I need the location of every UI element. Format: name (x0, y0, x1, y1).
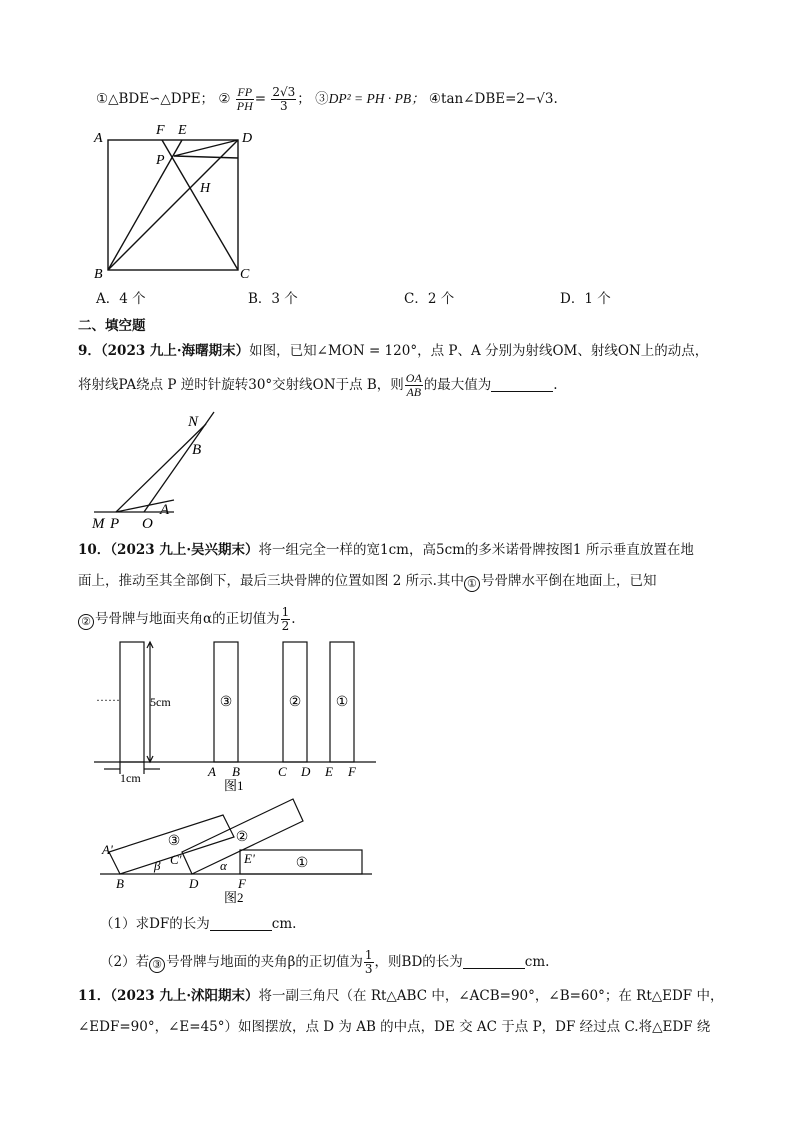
line-pb (116, 424, 206, 512)
q10-line2: 面上，推动至其全部倒下，最后三块骨牌的位置如图 2 所示.其中 ① 号骨牌水平倒在地面上，已知 (78, 573, 657, 590)
label-d: D (189, 876, 199, 891)
q10-sub1: （1）求DF的长为 cm. (100, 916, 297, 932)
dots: ······ (96, 693, 120, 707)
q9-figure (88, 408, 228, 533)
circle-number: ② (218, 91, 231, 107)
q8-option-d: D．1 个 (560, 291, 611, 307)
label-c: C (278, 764, 287, 779)
height-label: 5cm (150, 695, 171, 709)
label-f: F (238, 876, 246, 891)
q11-line1: 11．（2023 九上·沭阳期末）将一副三角尺（在 Rt△ABC 中，∠ACB=90°，∠B=60°；在 Rt△EDF 中， (78, 988, 724, 1004)
fraction: $\frac{FP}{PH}$ (236, 85, 253, 113)
label-h: H (200, 181, 211, 196)
circle-number: ④ (428, 91, 442, 107)
line-pd (174, 140, 238, 156)
label-beta: β (154, 858, 161, 873)
label-c-prime: C' (170, 852, 182, 867)
label-p: P (156, 153, 165, 168)
label-d: D (301, 764, 311, 779)
label-e: E (178, 123, 187, 138)
label-e: E (325, 764, 333, 779)
figure-caption: 图2 (224, 890, 244, 905)
label-a: A (94, 131, 103, 146)
tile-1-label: ① (295, 856, 309, 871)
fraction: $\frac{2√3}{3}$ (272, 85, 296, 113)
tile-3-label: ③ (219, 695, 233, 710)
label-o: O (142, 516, 153, 532)
tile-1-label: ① (335, 695, 349, 710)
fraction: $\frac{OA}{AB}$ (405, 371, 422, 399)
tile-2-label: ② (288, 695, 302, 710)
label-b: B (116, 876, 124, 891)
answer-blank[interactable] (463, 954, 525, 969)
q8-option-a: A．4 个 (96, 291, 146, 307)
fraction: $\frac{1}{2}$ (281, 605, 290, 633)
q10-figure1 (90, 638, 380, 798)
label-f: F (156, 123, 165, 138)
q8-statements: ①△BDE∽△DPE； ② $\frac{FP}{PH}$ = $\frac{2√3}{3}$ ； ③DP² = PH · PB； ④tan∠DBE=2−√3. (96, 85, 558, 113)
tile-2-label: ② (235, 830, 249, 845)
circle-number: ① (96, 91, 109, 107)
label-m: M (92, 516, 105, 532)
label-a: A (208, 764, 216, 779)
q8-option-c: C．2 个 (404, 291, 455, 307)
answer-blank[interactable] (210, 916, 272, 931)
section-title: 二、填空题 (78, 318, 146, 334)
label-e-prime: E' (244, 851, 255, 866)
tile-number-circle: ① (464, 576, 480, 592)
q10-sub2: （2）若 ③ 号骨牌与地面的夹角β的正切值为 $\frac{1}{3}$ ，则BD的长为 cm. (100, 948, 550, 976)
q10-figure2 (90, 796, 380, 908)
figure-caption: 图1 (224, 778, 244, 793)
q9-line2: 将射线PA绕点 P 逆时针旋转30°交射线ON于点 B，则 $\frac{OA}{AB}$ 的最大值为 . (78, 371, 558, 399)
label-f: F (348, 764, 356, 779)
label-alpha: α (220, 858, 227, 873)
tile-3-label: ③ (167, 834, 181, 849)
q8-square-figure (90, 120, 260, 280)
label-a: A (160, 502, 170, 518)
line-be (108, 140, 182, 270)
q11-line2: ∠EDF=90°，∠E=45°）如图摆放，点 D 为 AB 的中点，DE 交 AC 于点 P，DF 经过点 C.将△EDF 绕 (78, 1019, 711, 1035)
label-a-prime: A' (102, 842, 113, 857)
label-p: P (110, 516, 120, 532)
q9-line1: 9．（2023 九上·海曙期末）如图，已知∠MON = 120°，点 P、A 分别为射线OM、射线ON上的动点， (78, 343, 709, 359)
q8-option-b: B．3 个 (248, 291, 298, 307)
fraction: $\frac{1}{3}$ (364, 948, 373, 976)
q10-line3: ② 号骨牌与地面夹角α的正切值为 $\frac{1}{2}$ . (78, 606, 296, 633)
label-d: D (242, 131, 253, 146)
q10-line1: 10．（2023 九上·吴兴期末）将一组完全一样的宽1cm，高5cm的多米诺骨牌按图1 所示垂直放置在地 (78, 542, 694, 558)
label-b: B (94, 267, 103, 280)
circle-number: ③ (315, 91, 329, 107)
label-b: B (232, 764, 240, 779)
tile-number-circle: ② (78, 614, 94, 630)
width-label: 1cm (120, 771, 141, 785)
line-p-side (174, 156, 238, 158)
label-n: N (188, 414, 199, 430)
label-c: C (240, 267, 250, 280)
label-b: B (192, 442, 202, 458)
answer-blank[interactable] (491, 377, 553, 392)
tile-number-circle: ③ (149, 957, 165, 973)
first-tile (120, 642, 144, 762)
